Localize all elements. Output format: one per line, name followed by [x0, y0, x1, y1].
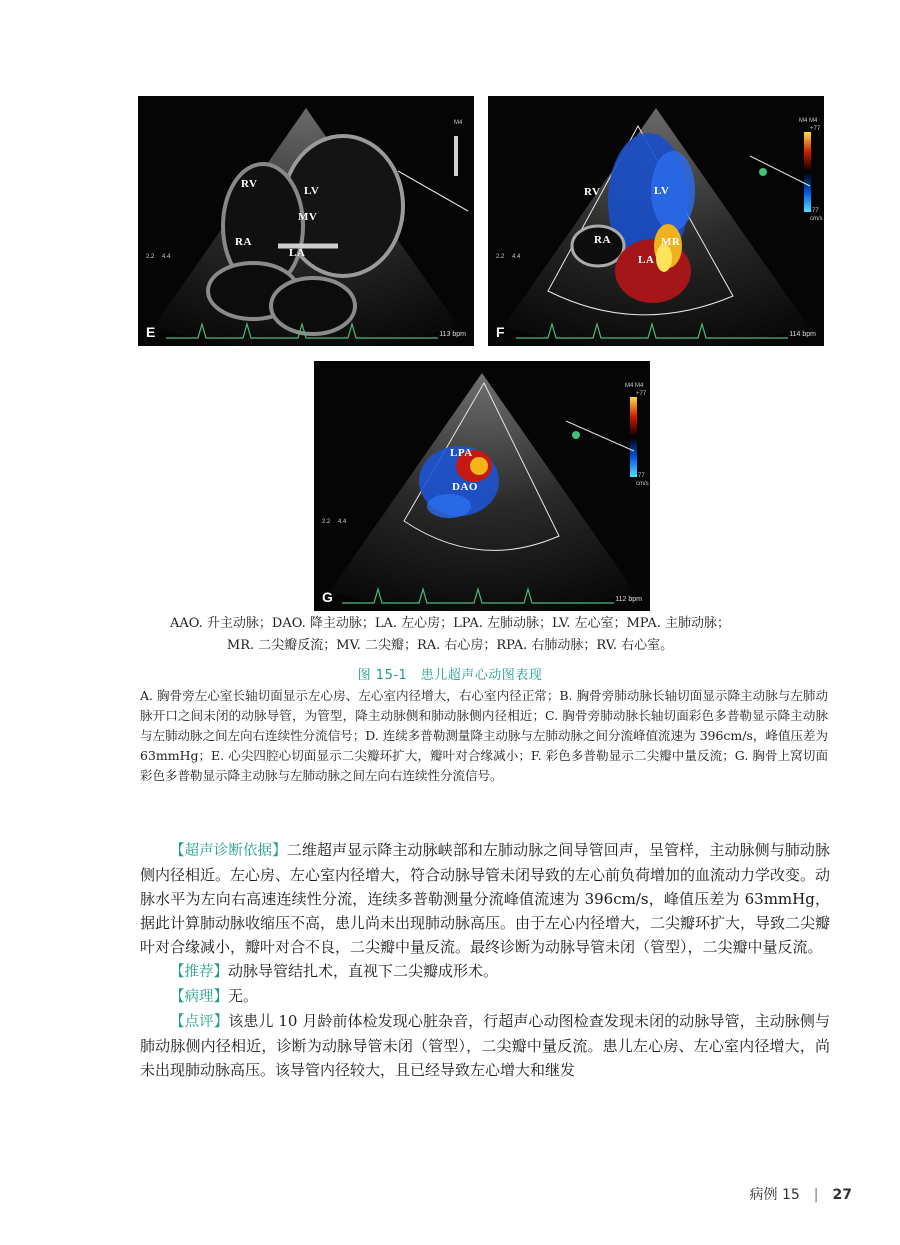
recommend-paragraph — [140, 959, 830, 984]
panel-letter: G — [322, 589, 333, 605]
depth-right: 4.4 — [338, 519, 347, 525]
figure-description: A. 胸骨旁左心室长轴切面显示左心房、左心室内径增大，右心室内径正常；B. 胸骨旁肺动脉长轴切面显示降主动脉与左肺动脉开口之间未闭的动脉导管，为管型，降主动脉侧和肺动脉侧内径相近；C. 胸骨旁肺动脉长轴切面彩色多普勒显示降主动脉与左肺动脉之间左向右连续性分流信号；D. 连续多普勒测量降主动脉与左肺动脉之间分流峰值流速为 396cm/s，峰值压差为 63mmHg；E. 心尖四腔心切面显示二尖瓣环扩大，瓣叶对合缘减小；F. 彩色多普勒显示二尖瓣中量反流；G. 胸骨上窝切面彩色多普勒显示降主动脉与左肺动脉之间左向右连续性分流信号。 — [140, 688, 828, 783]
pathology-paragraph — [140, 984, 830, 1009]
diagnosis-paragraph — [140, 838, 830, 959]
scale-unit: cm/s — [810, 216, 823, 222]
echo-image-g — [314, 361, 650, 611]
recommend-heading: 【推荐】 — [170, 964, 228, 980]
label-rv: RV — [584, 186, 601, 198]
scale-top: +77 — [636, 391, 647, 397]
panel-letter: E — [146, 324, 156, 340]
footer-divider: | — [813, 1187, 819, 1203]
label-ra: RA — [235, 236, 252, 248]
recommend-text: 动脉导管结扎术，直视下二尖瓣成形术。 — [228, 962, 499, 980]
ultrasound-panel-f — [488, 96, 824, 346]
label-dao: DAO — [452, 481, 478, 493]
comment-paragraph — [140, 1009, 830, 1082]
echo-image-f — [488, 96, 824, 346]
heart-rate: 114 bpm — [789, 331, 816, 338]
label-la: LA — [638, 254, 655, 266]
figure-title: 图 15-1 患儿超声心动图表现 — [357, 668, 543, 683]
diagnosis-text: 二维超声显示降主动脉峡部和左肺动脉之间导管回声，呈管样，主动脉侧与肺动脉侧内径相近。左心房、左心室内径增大，符合动脉导管未闭导致的左心前负荷增加的血流动力学改变。动脉水平为左向右高速连续性分流，连续多普勒测量分流峰值流速为 396cm/s，峰值压差为 63mmHg，据此计算肺动脉收缩压不高，患儿尚未出现肺动脉高压。由于左心内径增大，二尖瓣环扩大，导致二尖瓣叶对合缘减小，瓣叶对合不良，二尖瓣中量反流。最终诊断为动脉导管未闭（管型），二尖瓣中量反流。 — [140, 841, 831, 956]
panel-letter: F — [496, 324, 505, 340]
depth-left: 2.2 — [322, 519, 331, 525]
heart-rate: 113 bpm — [439, 331, 466, 338]
label-ra: RA — [594, 234, 611, 246]
abbreviation-line-1: AAO. 升主动脉；DAO. 降主动脉；LA. 左心房；LPA. 左肺动脉；LV. 左心室；MPA. 主肺动脉； — [169, 616, 731, 631]
diagnosis-heading: 【超声诊断依据】 — [170, 843, 287, 859]
depth-left: 2.2 — [496, 254, 505, 260]
comment-text: 该患儿 10 月龄前体检发现心脏杂音，行超声心动图检查发现未闭的动脉导管，主动脉侧与肺动脉侧内径相近，诊断为动脉导管未闭（管型），二尖瓣中量反流。患儿左心房、左心室内径增大，尚未出现肺动脉高压。该导管内径较大，且已经导致左心增大和继发 — [140, 1012, 830, 1079]
label-lv: LV — [654, 185, 670, 197]
heart-rate: 112 bpm — [615, 596, 642, 603]
mode-label: M4 M4 — [799, 118, 818, 124]
comment-heading: 【点评】 — [170, 1014, 229, 1030]
page-footer — [750, 1184, 852, 1204]
pathology-text: 无。 — [228, 987, 259, 1005]
pathology-heading: 【病理】 — [170, 989, 228, 1005]
page-number: 27 — [832, 1187, 852, 1203]
depth-left: 2.2 — [146, 254, 155, 260]
depth-right: 4.4 — [162, 254, 171, 260]
label-lpa: LPA — [450, 447, 473, 459]
label-mv: MV — [298, 211, 318, 223]
label-mr: MR — [661, 236, 681, 248]
scale-top: +77 — [810, 126, 821, 132]
label-lv: LV — [304, 185, 320, 197]
scale-unit: cm/s — [636, 481, 649, 487]
mode-label: M4 — [454, 120, 463, 126]
case-label: 病例 15 — [749, 1187, 800, 1203]
label-la: LA — [289, 247, 306, 259]
mode-label: M4 M4 — [625, 383, 644, 389]
abbreviation-line-2: MR. 二尖瓣反流；MV. 二尖瓣；RA. 右心房；RPA. 右肺动脉；RV. 右心室。 — [226, 638, 674, 653]
scale-bottom: -77 — [810, 208, 819, 214]
depth-right: 4.4 — [512, 254, 521, 260]
label-rv: RV — [241, 178, 258, 190]
ultrasound-panel-e — [138, 96, 474, 346]
ultrasound-panel-g — [314, 361, 650, 611]
scale-bottom: -77 — [636, 473, 645, 479]
main-text — [140, 838, 830, 1082]
